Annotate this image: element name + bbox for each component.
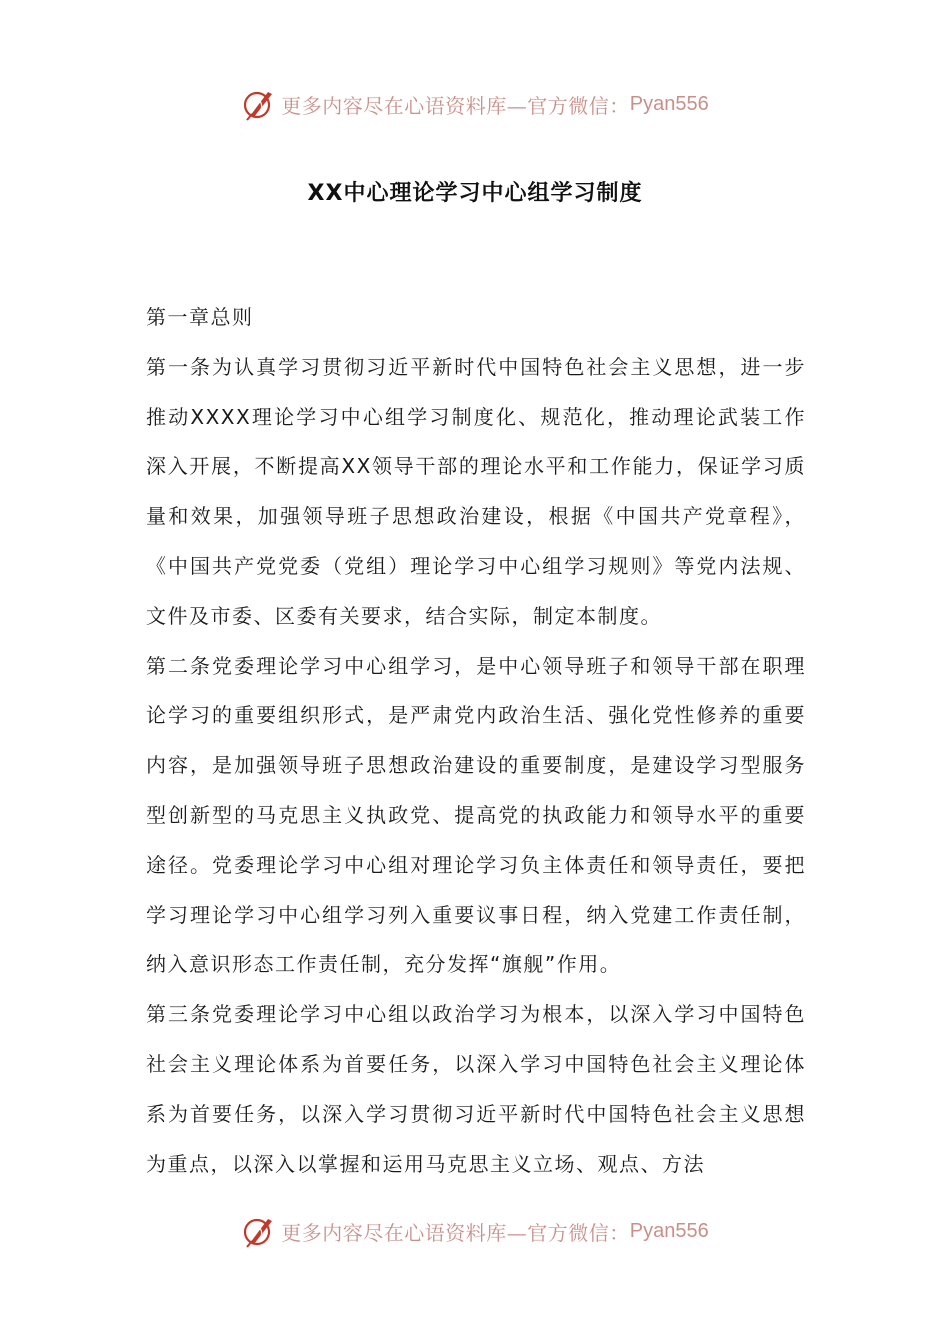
article-2-paragraph: 第二条党委理论学习中心组学习，是中心领导班子和领导干部在职理论学习的重要组织形式，是严肃党内政治生活、强化党性修养的重要内容，是加强领导班子思想政治建设的重要制度，是建设学习型服务型创新型的马克思主义执政党、提高党的执政能力和领导水平的重要途径。党委理论学习中心组对理论学习负主体责任和领导责任，要把学习理论学习中心组学习列入重要议事日程，纳入党建工作责任制，纳入意识形态工作责任制，充分发挥“旗舰”作用。 xyxy=(146,653,806,977)
watermark-wechat-id: Pyan556 xyxy=(629,1219,709,1242)
chapter-heading: 第一章总则 xyxy=(146,305,254,329)
document-title: XX中心理论学习中心组学习制度 xyxy=(307,181,643,206)
header-watermark xyxy=(0,84,950,124)
quill-pen-icon xyxy=(241,86,277,122)
watermark-text: 更多内容尽在心语资料库—官方微信： xyxy=(281,1220,630,1245)
article-1-paragraph: 第一条为认真学习贯彻习近平新时代中国特色社会主义思想，进一步推动XXXX理论学习中心组学习制度化、规范化，推动理论武装工作深入开展，不断提高XX领导干部的理论水平和工作能力，保证学习质量和效果，加强领导班子思想政治建设，根据《中国共产党章程》，《中国共产党党委（党组）理论学习中心组学习规则》等党内法规、文件及市委、区委有关要求，结合实际，制定本制度。 xyxy=(146,354,806,628)
article-3-paragraph: 第三条党委理论学习中心组以政治学习为根本，以深入学习中国特色社会主义理论体系为首要任务，以深入学习中国特色社会主义理论体系为首要任务，以深入学习贯彻习近平新时代中国特色社会主义思想为重点，以深入以掌握和运用马克思主义立场、观点、方法 xyxy=(146,1002,806,1176)
footer-watermark xyxy=(0,1211,950,1251)
document-body xyxy=(146,293,806,1189)
watermark-wechat-id: Pyan556 xyxy=(629,92,709,115)
watermark-text: 更多内容尽在心语资料库—官方微信： xyxy=(281,93,630,118)
quill-pen-icon xyxy=(241,1213,277,1249)
